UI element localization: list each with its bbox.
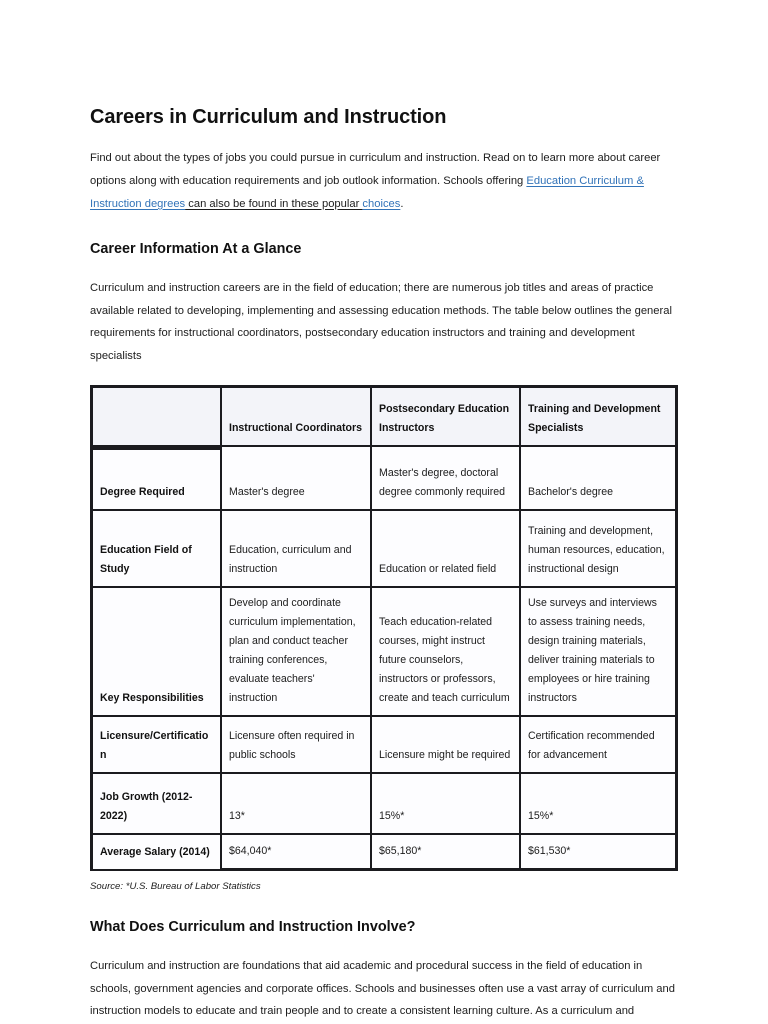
cell-average-salary-training-development: $61,530*: [521, 835, 678, 871]
link-education-curriculum-instruction-degrees[interactable]: Education Curriculum & Instruction degrees: [90, 174, 644, 210]
cell-job-growth-instructional-coordinators: 13*: [222, 774, 372, 835]
row-label-average-salary: Average Salary (2014): [90, 835, 222, 871]
cell-field-of-study-training-development: Training and development, human resources, education, instructional design: [521, 511, 678, 588]
section-heading-what-does-curriculum-involve: What Does Curriculum and Instruction Involve?: [90, 919, 416, 936]
row-label-job-growth: Job Growth (2012-2022): [90, 774, 222, 835]
table-header-row: [90, 385, 678, 447]
cell-responsibilities-instructional-coordinators: Develop and coordinate curriculum implementation, plan and conduct teacher training conferences, evaluate teachers' instruction: [222, 588, 372, 717]
cell-job-growth-postsecondary-instructors: 15%*: [372, 774, 521, 835]
link-choices[interactable]: choices: [362, 197, 401, 210]
cell-licensure-postsecondary-instructors: Licensure might be required: [372, 717, 521, 774]
career-comparison-table-wrap: [90, 368, 678, 871]
table-row: [90, 835, 678, 871]
table-header-postsecondary-education-instructors: Postsecondary Education Instructors: [372, 385, 521, 447]
cell-degree-required-postsecondary-instructors: Master's degree, doctoral degree commonly required: [372, 447, 521, 511]
page-title: Careers in Curriculum and Instruction: [90, 106, 447, 128]
table-head: [90, 385, 678, 447]
table-header-training-and-development-specialists: Training and Development Specialists: [521, 385, 678, 447]
row-label-licensure-certification: Licensure/Certification: [90, 717, 222, 774]
table-row: [90, 774, 678, 835]
cell-responsibilities-postsecondary-instructors: Teach education-related courses, might instruct future counselors, instructors or professors, create and teach curriculum: [372, 588, 521, 717]
section2-paragraph: Curriculum and instruction are foundations that aid academic and procedural success in the field of education in schools, government agencies and corporate offices. Schools and businesses often use a vast array of curriculum and instruction models to educate and train people and to create a consistent learning culture. As a curriculum and: [90, 959, 675, 1018]
row-label-key-responsibilities: Key Responsibilities: [90, 588, 222, 717]
cell-responsibilities-training-development: Use surveys and interviews to assess training needs, design training materials, deliver training materials to employees or hire training instructors: [521, 588, 678, 717]
table-row: [90, 717, 678, 774]
table-row: [90, 511, 678, 588]
intro-text-part1: Find out about the types of jobs you could pursue in curriculum and instruction. Read on to learn more about career options along with education requirements and job outlook information. Schools offering: [90, 152, 661, 187]
link-mid-text[interactable]: can also be found in these popular: [185, 197, 363, 210]
table-row: [90, 588, 678, 717]
section1-paragraph: Curriculum and instruction careers are in the field of education; there are numerous job titles and areas of practice available related to developing, implementing and assessing education methods. The table below outlines the general requirements for instructional coordinators, postsecondary education instructors and training and development specialists: [90, 281, 672, 363]
cell-licensure-training-development: Certification recommended for advancement: [521, 717, 678, 774]
row-label-education-field-of-study: Education Field of Study: [90, 511, 222, 588]
cell-job-growth-training-development: 15%*: [521, 774, 678, 835]
cell-degree-required-training-development: Bachelor's degree: [521, 447, 678, 511]
table-header-corner: [90, 385, 222, 447]
table-body: [90, 447, 678, 871]
table-header-instructional-coordinators: Instructional Coordinators: [222, 385, 372, 447]
table-row: [90, 447, 678, 511]
intro-paragraph: [90, 130, 678, 215]
row-label-degree-required: Degree Required: [90, 447, 222, 511]
cell-licensure-instructional-coordinators: Licensure often required in public schools: [222, 717, 372, 774]
cell-degree-required-instructional-coordinators: Master's degree: [222, 447, 372, 511]
cell-field-of-study-instructional-coordinators: Education, curriculum and instruction: [222, 511, 372, 588]
section-heading-career-information: Career Information At a Glance: [90, 241, 302, 258]
cell-field-of-study-postsecondary-instructors: Education or related field: [372, 511, 521, 588]
cell-average-salary-postsecondary-instructors: $65,180*: [372, 835, 521, 871]
cell-average-salary-instructional-coordinators: $64,040*: [222, 835, 372, 871]
career-comparison-table: [90, 385, 678, 871]
table-source-note: Source: *U.S. Bureau of Labor Statistics: [90, 881, 261, 893]
intro-text-end: .: [400, 197, 404, 210]
